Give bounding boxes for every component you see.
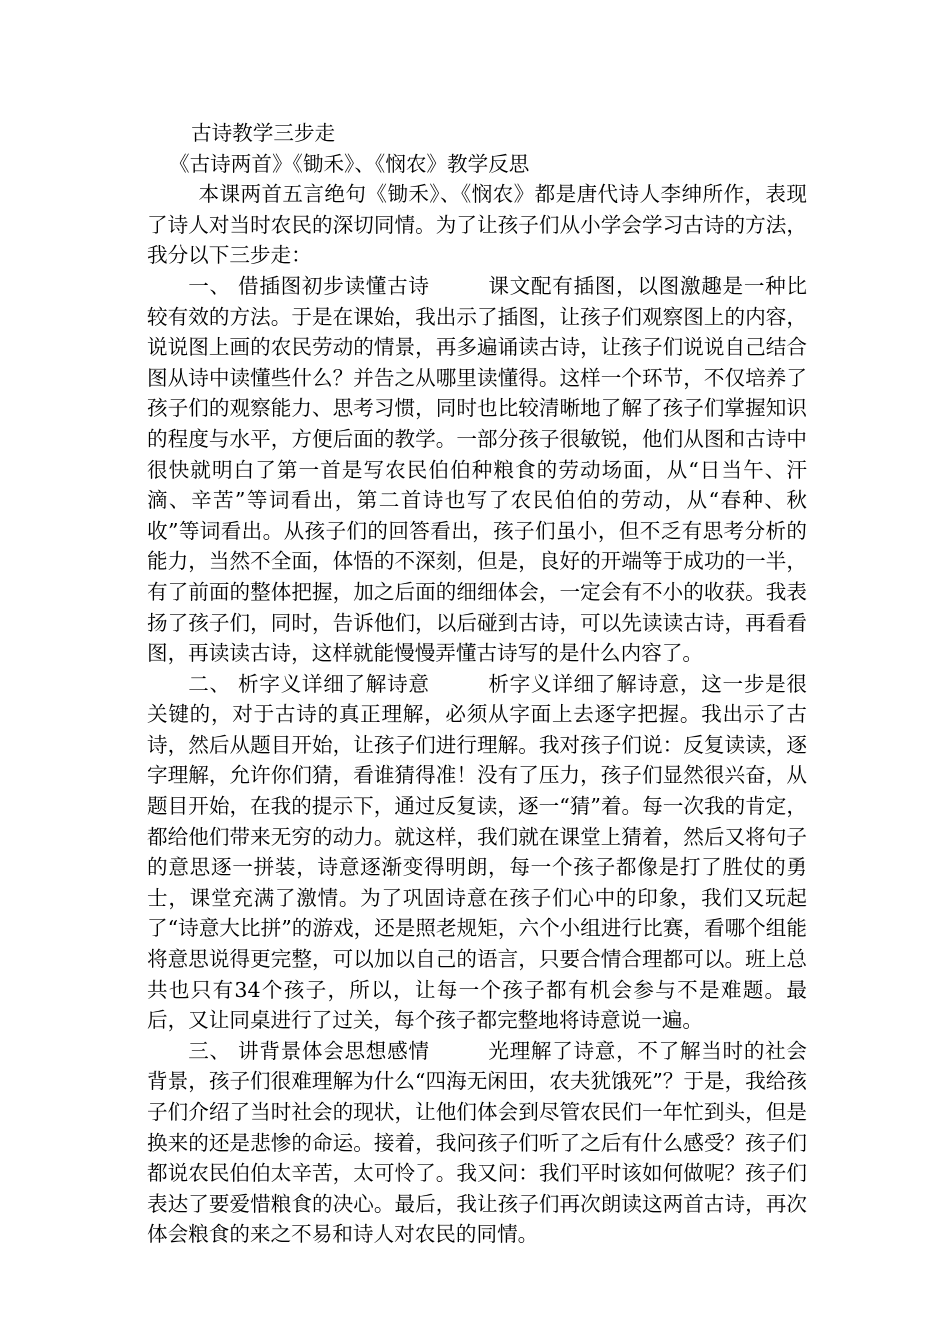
step-3-paragraph [147, 1036, 807, 1250]
document-title: 古诗教学三步走 [191, 121, 336, 145]
document-body [147, 118, 807, 1250]
step-2-body: 析字义详细了解诗意，这一步是很关键的，对于古诗的真正理解，必须从字面上去逐字把握。我出示了古诗，然后从题目开始，让孩子们进行理解。我对孩子们说：反复读读，逐字理解，允许你们猜，看谁猜得准！没有了压力，孩子们显然很兴奋，从题目开始，在我的提示下，通过反复读，逐一“猜”着。每一次我的肯定，都给他们带来无穷的动力。就这样，我们就在课堂上猜着，然后又将句子的意思逐一拼装，诗意逐渐变得明朗，每一个孩子都像是打了胜仗的勇士，课堂充满了激情。为了巩固诗意在孩子们心中的印象，我们又玩起了“诗意大比拼”的游戏，还是照老规矩，六个小组进行比赛，看哪个组能将意思说得更完整，可以加以自己的语言，只要合情合理都可以。班上总共也只有34个孩子，所以，让每一个孩子都有机会参与不是难题。最后，又让同桌进行了过关，每个孩子都完整地将诗意说一遍。 [147, 671, 808, 1033]
document-subtitle: 《古诗两首》《锄禾》、《悯农》教学反思 [169, 151, 530, 176]
step-1-paragraph [147, 271, 807, 669]
step-2-number: 二、 [188, 671, 231, 696]
step-3-number: 三、 [188, 1038, 231, 1063]
step-3-heading: 讲背景体会思想感情 [238, 1038, 430, 1063]
step-3-body: 光理解了诗意，不了解当时的社会背景，孩子们很难理解为什么“四海无闲田，农夫犹饿死”？于是，我给孩子们介绍了当时社会的现状，让他们体会到尽管农民们一年忙到头，但是换来的还是悲惨的命运。接着，我问孩子们听了之后有什么感受？孩子们都说农民伯伯太辛苦，太可怜了。我又问：我们平时该如何做呢？孩子们表达了要爱惜粮食的决心。最后，我让孩子们再次朗读这两首古诗，再次体会粮食的来之不易和诗人对农民的同情。 [147, 1038, 808, 1247]
step-1-number: 一、 [188, 273, 231, 298]
intro-paragraph: 本课两首五言绝句《锄禾》、《悯农》都是唐代诗人李绅所作，表现了诗人对当时农民的深切同情。为了让孩子们从小学会学习古诗的方法，我分以下三步走： [147, 182, 807, 268]
step-1-heading: 借插图初步读懂古诗 [238, 273, 430, 298]
step-2-paragraph [147, 669, 807, 1036]
step-1-body: 课文配有插图，以图激趣是一种比较有效的方法。于是在课始，我出示了插图，让孩子们观察图上的内容，说说图上画的农民劳动的情景，再多遍诵读古诗，让孩子们说说自己结合图从诗中读懂些什么？并告之从哪里读懂得。这样一个环节，不仅培养了孩子们的观察能力、思考习惯，同时也比较清晰地了解了孩子们掌握知识的程度与水平，方便后面的教学。一部分孩子很敏锐，他们从图和古诗中很快就明白了第一首是写农民伯伯种粮食的劳动场面，从“日当午、汗滴、辛苦”等词看出，第二首诗也写了农民伯伯的劳动，从“春种、秋收”等词看出。从孩子们的回答看出，孩子们虽小，但不乏有思考分析的能力，当然不全面，体悟的不深刻，但是，良好的开端等于成功的一半，有了前面的整体把握，加之后面的细细体会，一定会有不小的收获。我表扬了孩子们，同时，告诉他们，以后碰到古诗，可以先读读古诗，再看看图，再读读古诗，这样就能慢慢弄懂古诗写的是什么内容了。 [147, 273, 808, 666]
step-2-heading: 析字义详细了解诗意 [238, 671, 430, 696]
